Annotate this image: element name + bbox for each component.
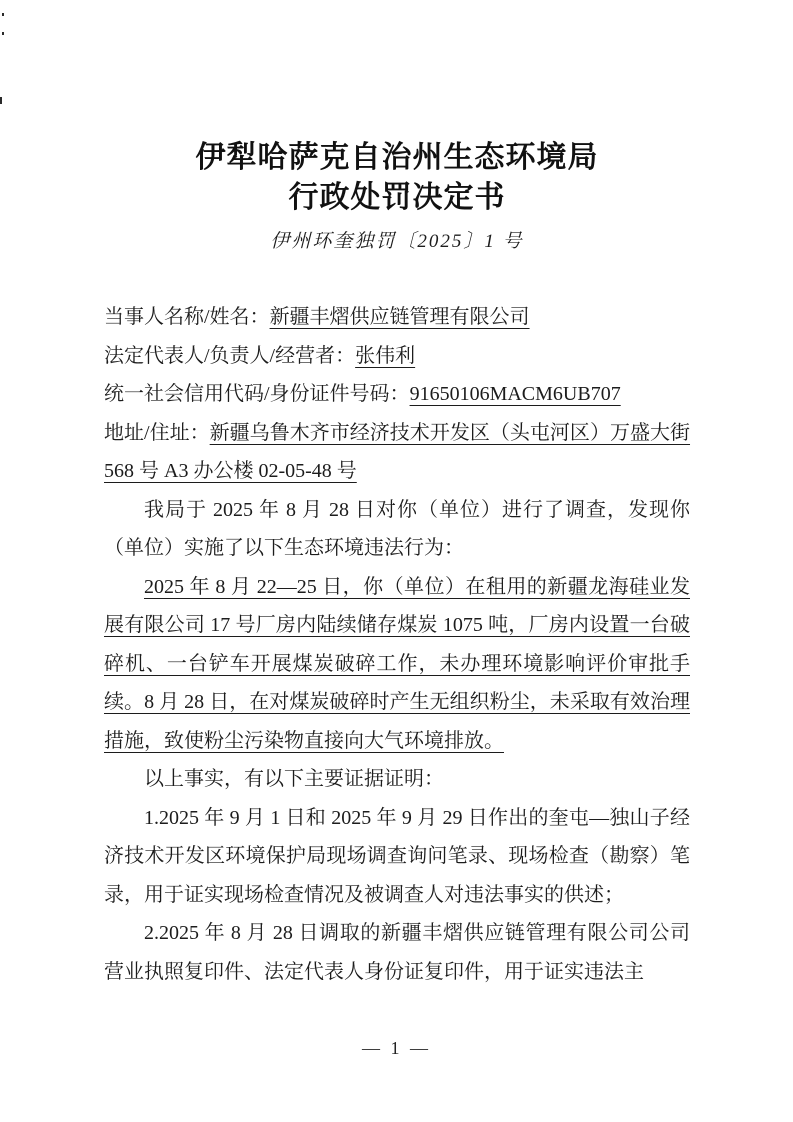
page-number: — 1 —: [362, 1038, 431, 1058]
document-title: [104, 138, 690, 218]
title-line-agency: 伊犁哈萨克自治州生态环境局: [195, 141, 599, 174]
scan-artifact: [2, 13, 4, 16]
title-line-doc-type: 行政处罚决定书: [288, 181, 506, 214]
document-number: 伊州环奎独罚〔2025〕1 号: [270, 231, 524, 252]
field-party-name: [104, 298, 690, 337]
paragraph-evidence-intro: 以上事实，有以下主要证据证明：: [144, 768, 444, 790]
paragraph-violation-facts: [104, 568, 690, 761]
field-legal-representative: [104, 337, 690, 376]
field-credit-code: [104, 375, 690, 414]
field-address: [104, 414, 690, 491]
field-party-name-value: 新疆丰熠供应链管理有限公司: [269, 306, 530, 328]
document-body: [104, 138, 690, 991]
field-address-label: 地址/住址：: [104, 421, 210, 444]
scan-artifact: [2, 32, 4, 35]
field-legal-representative-value: 张伟利: [355, 344, 416, 367]
field-legal-representative-label: 法定代表人/负责人/经营者：: [104, 344, 356, 367]
party-info-section: [104, 298, 690, 491]
paragraph-evidence-item-2: 2.2025 年 8 月 28 日调取的新疆丰熠供应链管理有限公司公司营业执照复印件、法定代表人身份证复印件，用于证实违法主: [104, 922, 690, 983]
paragraph-investigation-intro: 我局于 2025 年 8 月 28 日对你（单位）进行了调查，发现你（单位）实施了以下生态环境违法行为：: [104, 498, 690, 559]
field-credit-code-value: 91650106MACM6UB707: [409, 383, 621, 405]
field-address-value: 新疆乌鲁木齐市经济技术开发区（头屯河区）万盛大街 568 号 A3 办公楼 02-05-48 号: [104, 421, 691, 482]
field-party-name-label: 当事人名称/姓名：: [104, 306, 270, 328]
field-credit-code-label: 统一社会信用代码/身份证件号码：: [104, 383, 410, 405]
scan-artifact: [0, 97, 2, 104]
violation-facts-text: 2025 年 8 月 22—25 日，你（单位）在租用的新疆龙海硅业发展有限公司 17 号厂房内陆续储存煤炭 1075 吨，厂房内设置一台破碎机、一台铲车开展煤炭破碎工作，未办理环境影响评价审批手续。8 月 28 日，在对煤炭破碎时产生无组织粉尘，未采取有效治理措施，致使粉尘污染物直接向大气环境排放。: [104, 575, 690, 752]
paragraph-evidence-item-1: 1.2025 年 9 月 1 日和 2025 年 9 月 29 日作出的奎屯—独山子经济技术开发区环境保护局现场调查询问笔录、现场检查（勘察）笔录，用于证实现场检查情况及被调查人对违法事实的供述；: [104, 806, 690, 906]
